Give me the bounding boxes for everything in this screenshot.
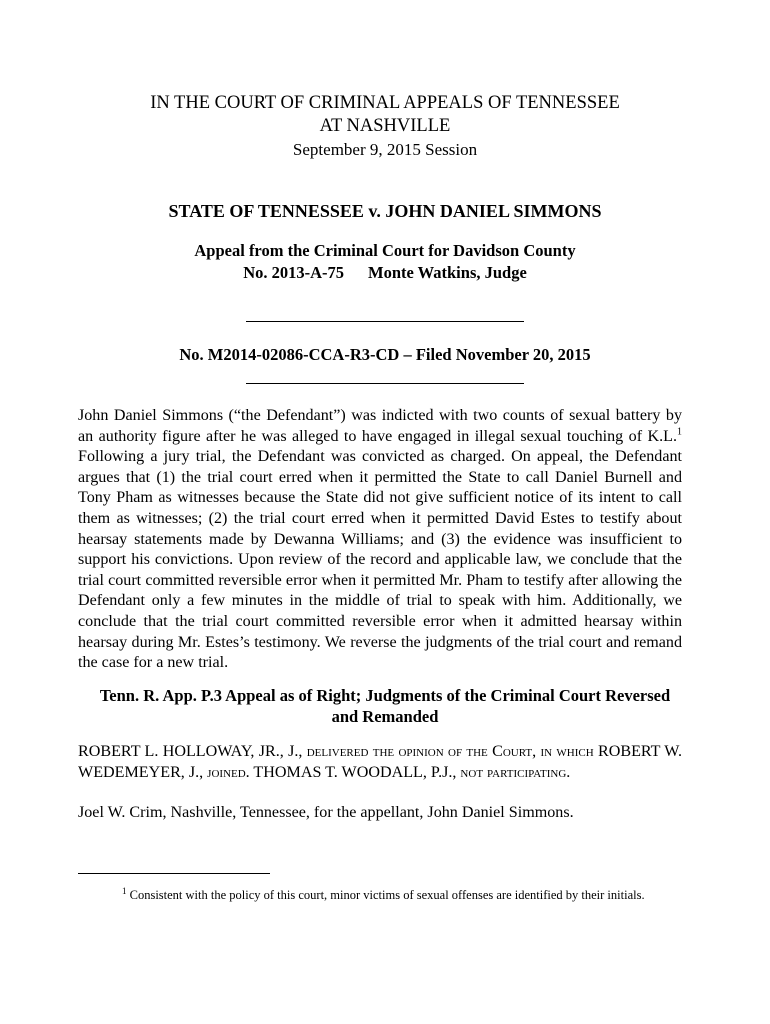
case-summary [78,406,682,674]
footnote-text: Consistent with the policy of this court, minor victims of sexual offenses are identified by their initials. [126,888,645,902]
divider-bottom [246,383,524,384]
appeal-from: Appeal from the Criminal Court for Davidson County [194,241,576,260]
opinion-author-line-1: ROBERT L. HOLLOWAY, JR., J., delivered the opinion of the Court, in which ROBERT W. [78,743,682,760]
opinion-author-line-2: WEDEMEYER, J., joined. THOMAS T. WOODALL, P.J., not participating. [78,764,571,781]
court-name: IN THE COURT OF CRIMINAL APPEALS OF TENNESSEE [150,93,620,113]
appellant-counsel: Joel W. Crim, Nashville, Tennessee, for the appellant, John Daniel Simmons. [78,804,574,821]
docket-filed-line: No. M2014-02086-CCA-R3-CD – Filed November 20, 2015 [179,345,591,364]
disposition-line-2: and Remanded [331,707,439,726]
footnote-reference: 1 [677,426,682,438]
summary-part-2: Following a jury trial, the Defendant was convicted as charged. On appeal, the Defendant argues that (1) the trial court erred when it permitted the State to call Daniel Burnell and Tony Pham as witnesses because the State did not give sufficient notice of its intent to call them as witnesses; (2) the trial court erred when it permitted David Estes to testify about hearsay statements made by Dewanna Williams; and (3) the evidence was insufficient to support his convictions. Upon review of the record and applicable law, we conclude that the trial court committed reversible error when it permitted Mr. Pham to testify after allowing the Defendant only a few minutes in the middle of trial to speak with him. Additionally, we conclude that the trial court committed reversible error when it admitted hearsay within hearsay during Mr. Estes’s testimony. We reverse the judgments of the trial court and remand the case for a new trial. [78,448,682,672]
disposition-line-1: Tenn. R. App. P.3 Appeal as of Right; Judgments of the Criminal Court Reversed [99,686,671,705]
footnote [78,887,682,903]
footnote-marker: 1 [122,885,127,896]
trial-judge: Monte Watkins, Judge [368,263,527,282]
summary-part-1: John Daniel Simmons (“the Defendant”) was indicted with two counts of sexual battery by an authority figure after he was alleged to have engaged in illegal sexual touching of K.L. [78,407,682,445]
court-location: AT NASHVILLE [319,116,451,136]
trial-info [0,262,770,283]
divider-top [246,321,524,322]
trial-number: No. 2013-A-75 [243,263,345,282]
footnote-rule [78,873,270,874]
session-date: September 9, 2015 Session [292,140,478,159]
case-title: STATE OF TENNESSEE v. JOHN DANIEL SIMMONS [168,201,602,221]
